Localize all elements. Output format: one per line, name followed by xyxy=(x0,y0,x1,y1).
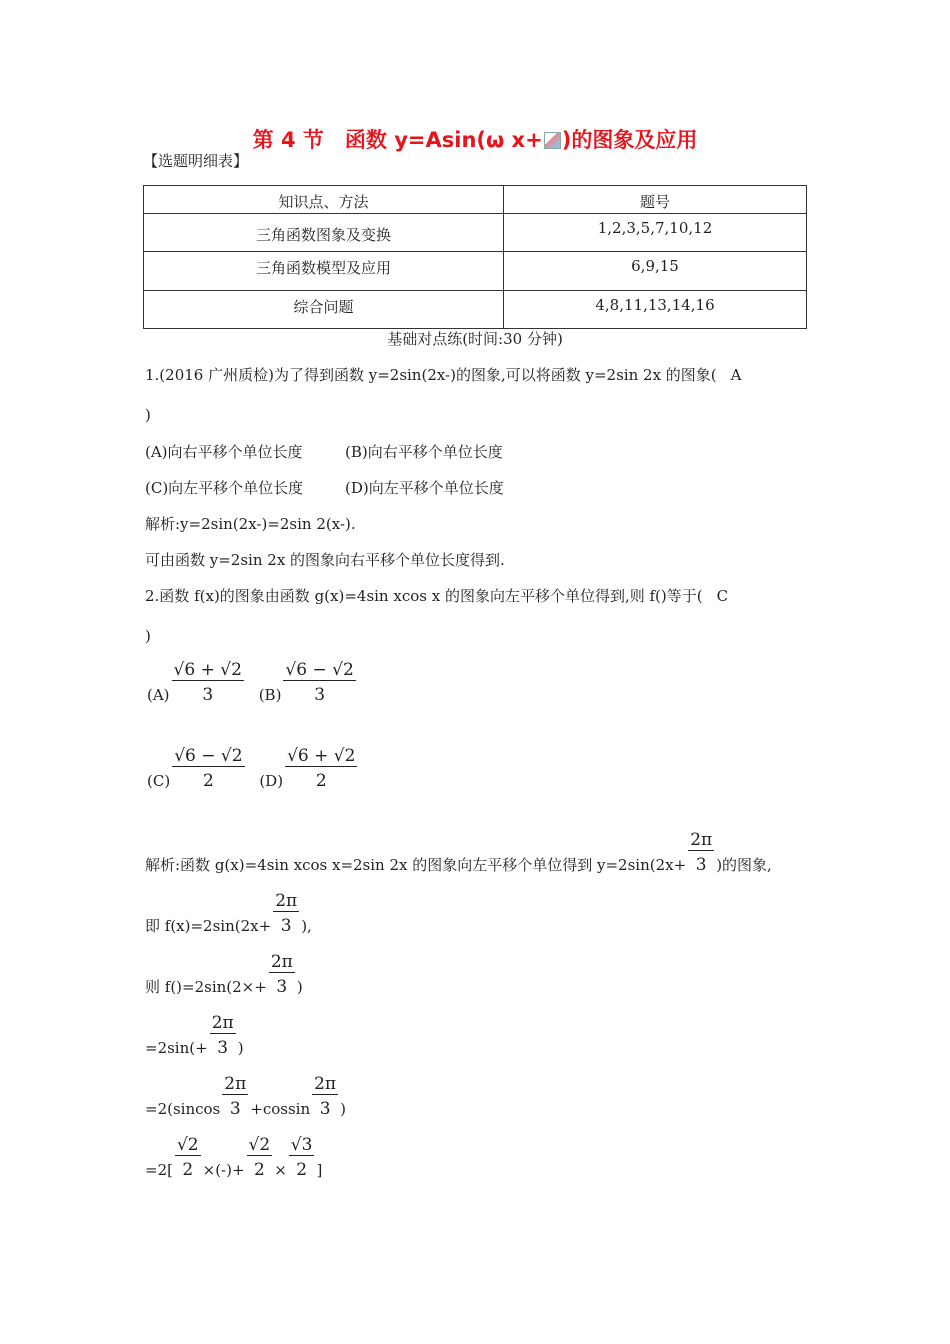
denominator: 3 xyxy=(280,916,292,936)
numerator: √6 − √2 xyxy=(174,746,243,766)
text: ) xyxy=(296,978,303,996)
numerator: √2 xyxy=(176,1135,199,1155)
text: =2[ xyxy=(145,1161,173,1179)
text: ) xyxy=(237,1039,244,1057)
numerator: 2π xyxy=(224,1074,247,1094)
text: ] xyxy=(316,1161,323,1179)
text: 则 f()=2sin(2×+ xyxy=(145,978,267,996)
q1-close: ) xyxy=(145,406,151,424)
table-cell: 三角函数模型及应用 xyxy=(144,252,504,291)
title-text: 第 4 节 函数 y=Asin(ω x+ xyxy=(252,128,543,152)
table-cell: 综合问题 xyxy=(144,291,504,329)
q2-close: ) xyxy=(145,627,151,645)
denominator: 2 xyxy=(253,1160,265,1180)
subtitle: 【选题明细表】 xyxy=(143,152,249,170)
section-heading: 基础对点练(时间:30 分钟) xyxy=(387,330,563,348)
q2-solution-line xyxy=(145,1135,322,1180)
q2-option-a-label: (A) xyxy=(147,686,170,704)
table-header: 题号 xyxy=(504,186,807,214)
q2-answer: C xyxy=(716,587,729,605)
fraction-2pi-3 xyxy=(688,830,714,875)
table-cell: 三角函数图象及变换 xyxy=(144,214,504,252)
q1-stem-line xyxy=(145,366,807,384)
q2-stem: 2.函数 f(x)的图象由函数 g(x)=4sin xcos x 的图象向左平移个单位得到,则 f()等于( xyxy=(145,587,703,605)
denominator: 3 xyxy=(202,685,214,705)
q2-option-d-fraction xyxy=(285,746,357,791)
q1-option-d: (D)向左平移个单位长度 xyxy=(345,479,504,497)
q2-options-row-2 xyxy=(147,746,359,791)
table-cell: 6,9,15 xyxy=(504,252,807,291)
q1-answer: A xyxy=(730,366,742,384)
denominator: 2 xyxy=(296,1160,308,1180)
text: =2sin(+ xyxy=(145,1039,208,1057)
fraction-sqrt3-2 xyxy=(289,1135,315,1180)
text: 即 f(x)=2sin(2x+ xyxy=(145,917,272,935)
question-table xyxy=(143,185,807,329)
numerator: 2π xyxy=(211,1013,234,1033)
q2-option-b-label: (B) xyxy=(258,686,282,704)
fraction-2pi-3 xyxy=(222,1074,248,1119)
numerator: 2π xyxy=(690,830,713,850)
numerator: 2π xyxy=(314,1074,337,1094)
fraction-sqrt2-2 xyxy=(175,1135,201,1180)
fraction-2pi-3 xyxy=(210,1013,236,1058)
numerator: √6 + √2 xyxy=(287,746,356,766)
q1-option-c: (C)向左平移个单位长度 xyxy=(145,479,304,497)
fraction-2pi-3 xyxy=(269,952,295,997)
text: )的图象, xyxy=(716,856,772,874)
phi-image-icon xyxy=(544,132,561,149)
text: ) xyxy=(340,1100,346,1118)
q2-option-c-label: (C) xyxy=(147,772,171,790)
title-suffix: )的图象及应用 xyxy=(561,128,698,152)
denominator: 3 xyxy=(217,1038,229,1058)
q2-stem-line xyxy=(145,587,807,605)
table-header: 知识点、方法 xyxy=(144,186,504,214)
q1-solution: 解析:y=2sin(2x-)=2sin 2(x-). xyxy=(145,515,356,533)
denominator: 3 xyxy=(314,685,326,705)
numerator: √6 − √2 xyxy=(285,660,354,680)
fraction-sqrt2-2 xyxy=(247,1135,273,1180)
text: ×(-)+ xyxy=(202,1161,245,1179)
q1-option-a: (A)向右平移个单位长度 xyxy=(145,443,303,461)
text: 解析:函数 g(x)=4sin xcos x=2sin 2x 的图象向左平移个单位得到 y=2sin(2x+ xyxy=(145,856,687,874)
numerator: 2π xyxy=(275,891,298,911)
table-cell: 4,8,11,13,14,16 xyxy=(504,291,807,329)
q2-solution-line xyxy=(145,1013,244,1058)
page-title xyxy=(0,124,950,154)
text: =2(sincos xyxy=(145,1100,221,1118)
denominator: 3 xyxy=(695,855,707,875)
text: ), xyxy=(301,917,312,935)
text: +cossin xyxy=(250,1100,311,1118)
table-cell: 1,2,3,5,7,10,12 xyxy=(504,214,807,252)
q1-stem: 1.(2016 广州质检)为了得到函数 y=2sin(2x-)的图象,可以将函数 y=2sin 2x 的图象( xyxy=(145,366,717,384)
q2-options-row-1 xyxy=(147,660,358,705)
q2-solution-line xyxy=(145,952,303,997)
denominator: 3 xyxy=(229,1099,241,1119)
q2-solution-line xyxy=(145,1074,346,1119)
denominator: 2 xyxy=(202,771,214,791)
fraction-2pi-3 xyxy=(273,891,299,936)
numerator: √3 xyxy=(290,1135,313,1155)
q1-option-b: (B)向右平移个单位长度 xyxy=(345,443,503,461)
q2-option-a-fraction xyxy=(172,660,244,705)
q2-option-c-fraction xyxy=(172,746,244,791)
q1-solution: 可由函数 y=2sin 2x 的图象向右平移个单位长度得到. xyxy=(145,551,505,569)
fraction-2pi-3 xyxy=(312,1074,338,1119)
q2-solution-line xyxy=(145,891,312,936)
denominator: 2 xyxy=(182,1160,194,1180)
q2-solution-line xyxy=(145,830,772,875)
denominator: 3 xyxy=(276,977,288,997)
numerator: 2π xyxy=(270,952,293,972)
text: × xyxy=(274,1161,287,1179)
denominator: 2 xyxy=(315,771,327,791)
numerator: √6 + √2 xyxy=(173,660,242,680)
denominator: 3 xyxy=(319,1099,331,1119)
numerator: √2 xyxy=(248,1135,271,1155)
q2-option-b-fraction xyxy=(283,660,355,705)
q2-option-d-label: (D) xyxy=(259,772,284,790)
